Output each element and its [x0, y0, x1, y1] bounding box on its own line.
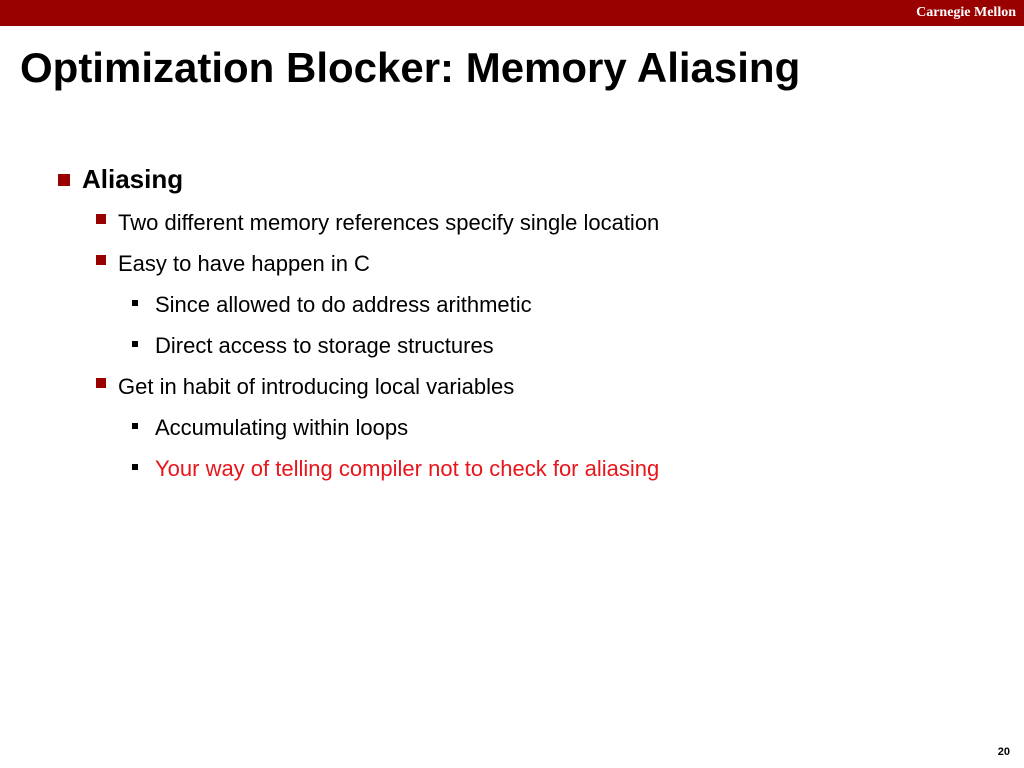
square-bullet-icon: [96, 378, 106, 388]
square-bullet-icon: [96, 214, 106, 224]
square-bullet-icon: [58, 174, 70, 186]
bullet-easy-in-c: Easy to have happen in C: [118, 251, 370, 276]
bullet-local-variables: Get in habit of introducing local variables: [118, 374, 515, 399]
square-bullet-icon: [96, 255, 106, 265]
small-square-bullet-icon: [132, 341, 138, 347]
bullet-two-references: Two different memory references specify single location: [118, 210, 660, 235]
header-bar: [0, 0, 1024, 26]
small-square-bullet-icon: [132, 423, 138, 429]
page-number: 20: [997, 746, 1010, 758]
bullet-storage-structures: Direct access to storage structures: [155, 333, 494, 358]
small-square-bullet-icon: [132, 300, 138, 306]
bullet-no-aliasing-check: Your way of telling compiler not to check for aliasing: [155, 456, 660, 481]
small-square-bullet-icon: [132, 464, 138, 470]
slide-title: Optimization Blocker: Memory Aliasing: [20, 44, 801, 91]
bullet-accumulating-loops: Accumulating within loops: [155, 415, 409, 440]
bullet-aliasing: Aliasing: [82, 164, 184, 194]
brand-label: Carnegie Mellon: [916, 5, 1016, 20]
bullet-address-arithmetic: Since allowed to do address arithmetic: [155, 292, 532, 317]
